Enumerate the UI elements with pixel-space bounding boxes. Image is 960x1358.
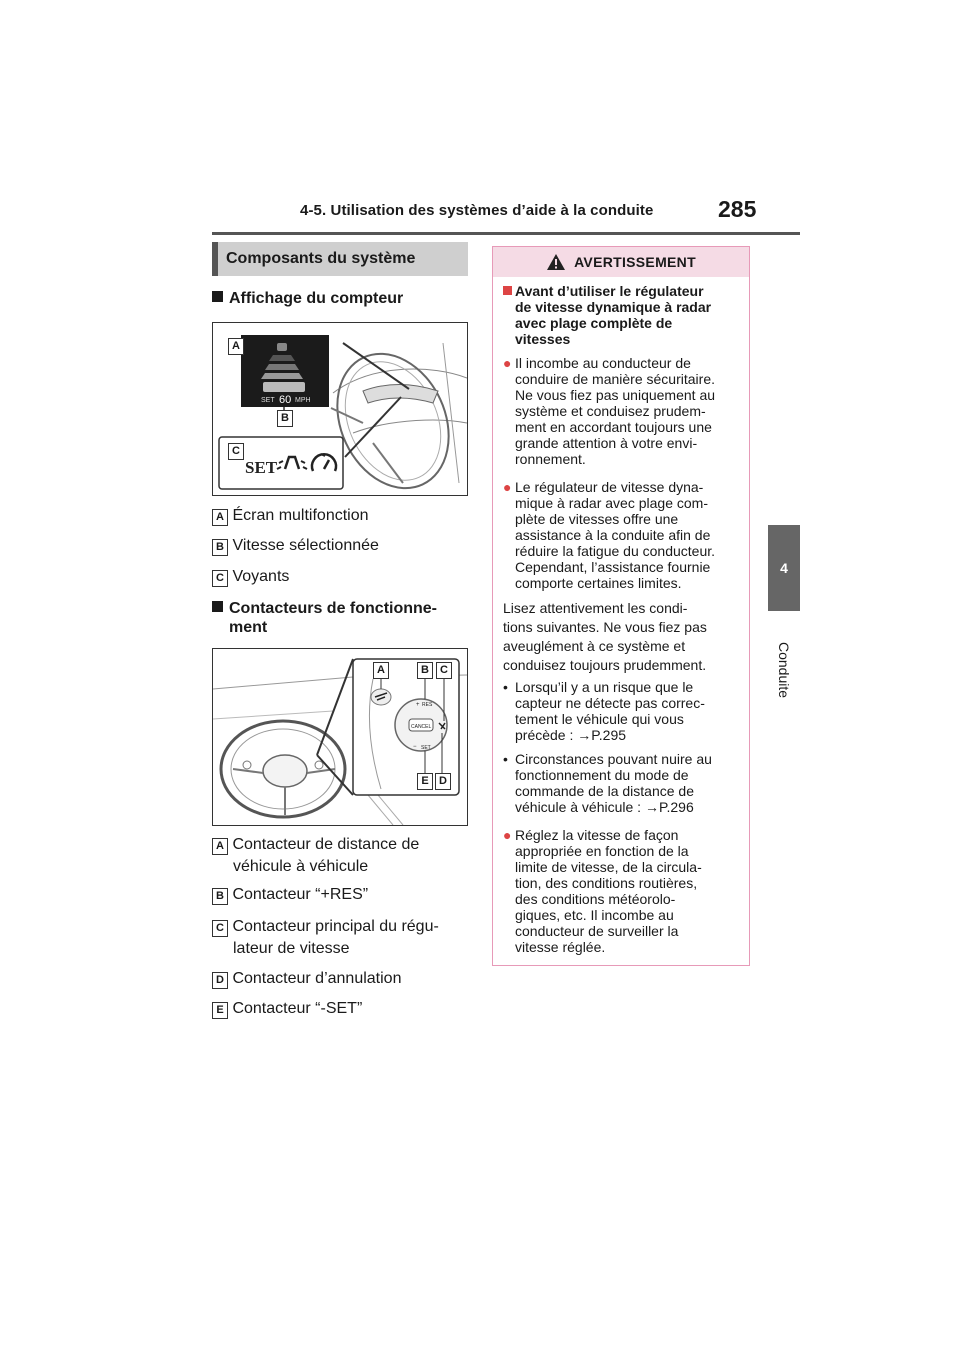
steering-switches-figure [212,648,468,826]
circle-bullet-icon: ● [503,355,512,371]
list-item-cont: lateur de vitesse [233,940,350,957]
square-bullet-icon [503,286,512,295]
list-item: A Contacteur de distance de [212,834,419,856]
label-badge: C [212,920,228,937]
label-badge: D [212,972,228,989]
page-reference-link[interactable]: précède : →P.295 [515,727,627,743]
section-title: Composants du système [212,242,468,276]
warning-bullet: ● Réglez la vitesse de façon appropriée en fonction de la limite de vitesse, de la circula- tion, des conditions routières, des conditions météorolo- giques, etc. Il incombe au conducteur de surveiller la vitesse réglée. [503,827,702,955]
circle-bullet-icon: ● [503,479,512,495]
figure1-badge-b: B [277,410,293,427]
chapter-header: 4-5. Utilisation des systèmes d’aide à la conduite [300,202,654,219]
square-bullet-icon [212,291,223,302]
label-badge: B [212,539,228,556]
header-rule [212,232,800,235]
mid-set-text: SET [261,397,275,404]
chapter-tab[interactable]: 4 [768,525,800,611]
label-badge: E [212,1002,228,1019]
figure2-badge-b: B [417,662,433,679]
warning-dash-item: • Circonstances pouvant nuire au fonctionnement du mode de commande de la distance de véhicule à véhicule : →P.296 [503,751,741,815]
figure1-badge-c: C [228,443,244,460]
label-badge: C [212,570,228,587]
mid-speed-text: 60 [279,394,292,406]
chapter-tab-label: Conduite [776,641,792,699]
list-item: D Contacteur d’annulation [212,968,401,990]
warning-bullet: ● Le régulateur de vitesse dyna- mique à radar avec plage com- plète de vitesses offre une assistance à la conduite afin de réduire la fatigue du conducteur. Cependant, l’assistance fournie comporte certaines limites. [503,479,716,591]
figure2-badge-a: A [373,662,389,679]
list-item-cont: véhicule à véhicule [233,858,369,875]
figure2-badge-c: C [436,662,452,679]
warning-title: AVERTISSEMENT [574,254,696,270]
page-reference-link[interactable]: véhicule à véhicule : →P.296 [515,799,694,815]
warning-triangle-icon [546,253,566,271]
label-badge: A [212,838,228,855]
square-bullet-icon [212,601,223,612]
figure2-badge-e: E [417,773,433,790]
warning-dash-item: • Lorsqu’il y a un risque que le capteur ne détecte pas correc- tement le véhicule qui vous précède : →P.295 [503,679,741,743]
indicator-set-text: SET [245,458,278,477]
warning-header [493,247,749,277]
warning-heading: Avant d’utiliser le régulateur de vitesse dynamique à radar avec plage complète de vitesses [503,283,741,347]
meter-display-illustration [213,323,467,495]
res-switch-text: RES [422,702,433,708]
list-item: C Contacteur principal du régu- [212,916,439,938]
subsection-title-switches: Contacteurs de fonctionne- [212,598,437,620]
subsection-title-meter: Affichage du compteur [212,288,403,310]
warning-bullet: ● Il incombe au conducteur de conduire de manière sécuritaire. Ne vous fiez pas uniquement au système et conduisez prudem- ment en accordant toujours une grande attention à votre envi- ronnement. [503,355,716,467]
figure2-badge-d: D [435,773,451,790]
meter-display-figure [212,322,468,496]
circle-bullet-icon: ● [503,827,512,843]
list-item: B Contacteur “+RES” [212,884,368,906]
warning-box [492,246,750,966]
figure1-badge-a: A [228,338,244,355]
svg-text:+: + [416,702,420,708]
cancel-switch-text: CANCEL [411,724,432,730]
page-number: 285 [718,196,757,222]
list-item: E Contacteur “-SET” [212,998,362,1020]
list-item: C Voyants [212,566,289,588]
list-item: A Écran multifonction [212,505,369,527]
label-badge: B [212,888,228,905]
subsection-title-switches-cont: ment [229,619,268,636]
mid-unit-text: MPH [295,397,311,404]
set-switch-text: SET [421,745,431,751]
warning-paragraph: Lisez attentivement les condi- tions suivantes. Ne vous fiez pas aveuglément à ce système et conduisez toujours prudemment. [503,600,707,673]
svg-text:−: − [413,744,417,750]
list-item: B Vitesse sélectionnée [212,535,379,557]
label-badge: A [212,509,228,526]
